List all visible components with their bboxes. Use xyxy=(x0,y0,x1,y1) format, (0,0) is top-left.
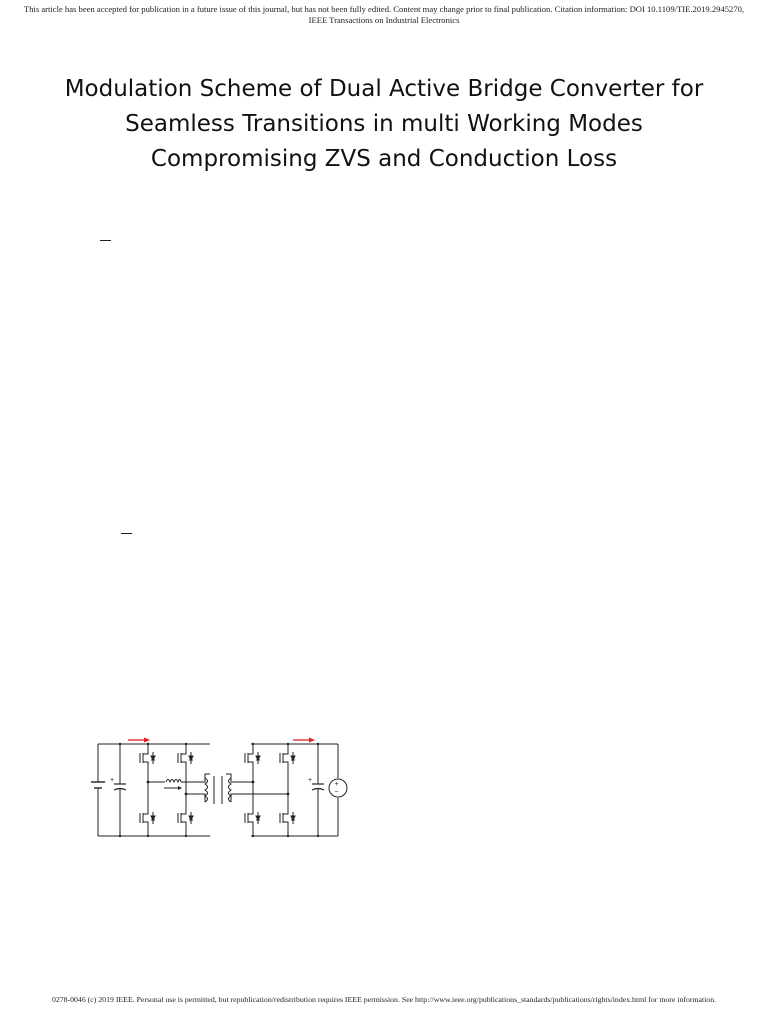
capacitor-icon xyxy=(308,777,324,792)
mosfet-icon xyxy=(140,812,155,824)
title-line-1: Modulation Scheme of Dual Active Bridge Converter for xyxy=(64,76,704,102)
capacitor-icon xyxy=(110,777,126,792)
inductor-icon xyxy=(165,777,181,785)
mosfet-icon xyxy=(178,752,193,764)
transformer-icon xyxy=(205,774,231,804)
dc-source-icon xyxy=(91,780,105,792)
header-notice: This article has been accepted for publication in a future issue of this journal, but has not been fully edited. Content may change prior to final publication. Citation information: DOI 10.1109/TIE.2019.2945270, IEEE Transactions on Industrial Electronics xyxy=(23,4,745,25)
dash-mark xyxy=(100,240,111,241)
current-arrow-icon xyxy=(164,786,182,790)
mosfet-icon xyxy=(140,752,155,764)
title-line-3: Compromising ZVS and Conduction Loss xyxy=(150,146,618,172)
mosfet-icon xyxy=(280,752,295,764)
footer-copyright: 0278-0046 (c) 2019 IEEE. Personal use is permitted, but republication/redistribution requires IEEE permission. See http://www.ieee.org/publications_standards/publications/rights/index.html for more information. xyxy=(51,995,717,1004)
svg-text:−: − xyxy=(334,789,339,796)
dash-mark xyxy=(121,533,132,534)
capacitor-polarity: + xyxy=(308,777,313,784)
current-arrow-icon xyxy=(128,738,150,743)
mosfet-icon xyxy=(178,812,193,824)
paper-title xyxy=(40,72,728,177)
circuit-wires xyxy=(98,744,338,836)
voltage-source-icon xyxy=(329,779,347,797)
capacitor-polarity: + xyxy=(110,777,115,784)
mosfet-icon xyxy=(245,812,260,824)
current-arrow-icon xyxy=(293,738,315,743)
mosfet-icon xyxy=(245,752,260,764)
svg-text:+: + xyxy=(334,781,339,788)
title-line-2: Seamless Transitions in multi Working Modes xyxy=(125,111,643,137)
dab-circuit-figure xyxy=(88,730,358,842)
mosfet-icon xyxy=(280,812,295,824)
